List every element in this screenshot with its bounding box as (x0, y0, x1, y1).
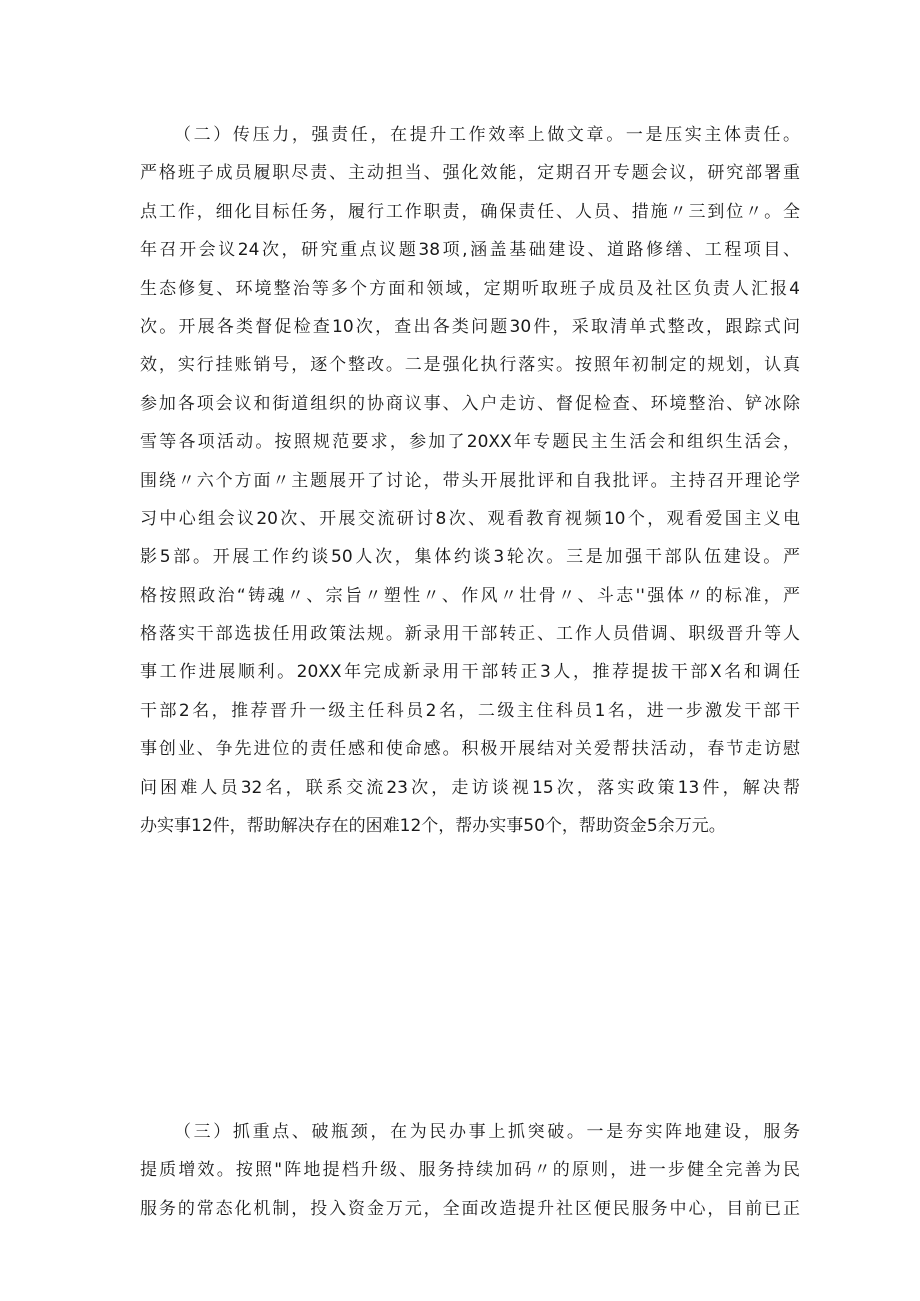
text-line: 格落实干部选拔任用政策法规。新录用干部转正、工作人员借调、职级晋升等人 (140, 624, 800, 645)
text-line: 效，实行挂账销号，逐个整改。二是强化执行落实。按照年初制定的规划，认真 (140, 355, 800, 376)
text-line: 服务的常态化机制，投入资金万元，全面改造提升社区便民服务中心，目前已正 (140, 1198, 800, 1219)
text-line: 问困难人员32名，联系交流23次，走访谈视15次，落实政策13件，解决帮 (140, 777, 800, 798)
text-line: 严格班子成员履职尽责、主动担当、强化效能，定期召开专题会议，研究部署重 (140, 163, 800, 184)
text-line: （二）传压力，强责任，在提升工作效率上做文章。一是压实主体责任。 (174, 125, 800, 145)
text-line: 参加各项会议和街道组织的协商议事、入户走访、督促检查、环境整治、铲冰除 (140, 393, 800, 414)
text-line: 生态修复、环境整治等多个方面和领域，定期听取班子成员及社区负责人汇报4 (140, 278, 800, 299)
paragraph-section-two (140, 116, 800, 845)
paragraph-section-three (140, 1113, 800, 1228)
text-line: 事工作进展顺利。20XX年完成新录用干部转正3人，推荐提拔干部X名和调任 (140, 662, 800, 683)
text-line: 围绕〃六个方面〃主题展开了讨论，带头开展批评和自我批评。主持召开理论学 (140, 470, 800, 491)
text-line: 影5部。开展工作约谈50人次，集体约谈3轮次。三是加强干部队伍建设。严 (140, 547, 800, 568)
text-line: 干部2名，推荐晋升一级主任科员2名，二级主住科员1名，进一步激发干部干 (140, 700, 800, 721)
text-line: 次。开展各类督促检查10次，查出各类问题30件，采取清单式整改，跟踪式问 (140, 316, 800, 337)
text-line: 年召开会议24次，研究重点议题38项,涵盖基础建设、道路修缮、工程项目、 (140, 240, 800, 261)
text-line: 提质增效。按照"阵地提档升级、服务持续加码〃的原则，进一步健全完善为民 (140, 1160, 800, 1181)
text-line: 办实事12件，帮助解决存在的困难12个，帮办实事50个，帮助资金5余万元。 (140, 816, 726, 837)
text-line: 格按照政治“铸魂〃、宗旨〃塑性〃、作风〃壮骨〃、斗志''强体〃的标准，严 (140, 585, 800, 606)
text-line: （三）抓重点、破瓶颈，在为民办事上抓突破。一是夯实阵地建设，服务 (174, 1122, 800, 1142)
text-line: 点工作，细化目标任务，履行工作职责，确保责任、人员、措施〃三到位〃。全 (140, 201, 800, 222)
text-line: 雪等各项活动。按照规范要求，参加了20XX年专题民主生活会和组织生活会， (140, 432, 800, 453)
text-line: 事创业、争先进位的责任感和使命感。积极开展结对关爱帮扶活动，春节走访慰 (140, 739, 800, 760)
text-line: 习中心组会议20次、开展交流研讨8次、观看教育视频10个，观看爱国主义电 (140, 508, 800, 529)
